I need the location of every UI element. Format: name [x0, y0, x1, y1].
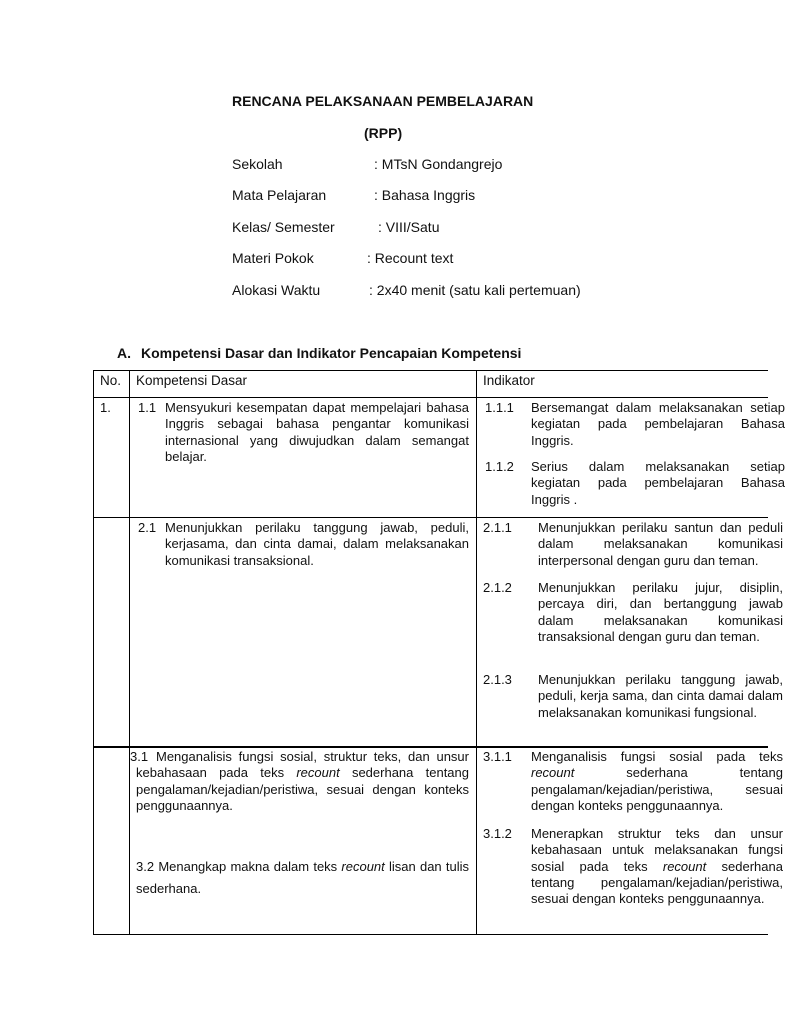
indicator-number: 1.1.2 — [485, 459, 514, 474]
table-column-divider — [129, 370, 130, 935]
document-title: RENCANA PELAKSANAAN PEMBELAJARAN — [232, 93, 534, 109]
document-subtitle: (RPP) — [364, 125, 403, 141]
info-label-mata-pelajaran: Mata Pelajaran — [232, 187, 327, 203]
kd-number: 2.1 — [138, 520, 157, 535]
info-label-alokasi-waktu: Alokasi Waktu — [232, 282, 321, 298]
indicator-item-2-1-2 — [483, 580, 783, 645]
info-value-mata-pelajaran: : Bahasa Inggris — [374, 187, 476, 203]
kd-text: Mensyukuri kesempatan dapat mempelajari bahasa Inggris sebagai bahasa pengantar komunikasi internasional yang diwujudkan dalam semangat belajar. — [165, 400, 469, 464]
kd-item-3-1 — [130, 749, 469, 814]
info-value-kelas-semester: : VIII/Satu — [378, 219, 440, 235]
kd-item-1-1 — [138, 400, 469, 465]
info-label-kelas-semester: Kelas/ Semester — [232, 219, 335, 235]
header-indikator: Indikator — [483, 373, 535, 388]
kd-number: 3.2 — [136, 859, 155, 874]
section-a-marker: A. — [117, 345, 131, 361]
header-no: No. — [100, 373, 122, 388]
indicator-text: Menunjukkan perilaku jujur, disiplin, percaya diri, dan bertanggung jawab dalam melaksanakan komunikasi transaksional dengan guru dan teman. — [538, 580, 783, 644]
indicator-number: 2.1.1 — [483, 520, 512, 535]
table-border-bottom — [93, 934, 768, 935]
indicator-text: Menunjukkan perilaku santun dan peduli dalam melaksanakan komunikasi interpersonal dengan guru dan teman. — [538, 520, 783, 568]
indicator-text: Bersemangat dalam melaksanakan setiap kegiatan pada pembelajaran Bahasa Inggris. — [531, 400, 785, 448]
header-kompetensi-dasar: Kompetensi Dasar — [136, 373, 248, 388]
row-number: 1. — [100, 400, 111, 415]
indicator-item-2-1-3 — [483, 672, 783, 721]
indicator-text: Serius dalam melaksanakan setiap kegiatan pada pembelajaran Bahasa Inggris . — [531, 459, 785, 507]
info-value-sekolah: : MTsN Gondangrejo — [374, 156, 503, 172]
indicator-item-3-1-2 — [483, 826, 783, 907]
table-border-top — [93, 370, 768, 371]
section-a-title: Kompetensi Dasar dan Indikator Pencapaian Kompetensi — [141, 345, 522, 361]
indicator-number: 3.1.2 — [483, 826, 512, 841]
kd-item-3-2 — [136, 856, 469, 900]
indicator-number: 3.1.1 — [483, 749, 512, 764]
indicator-item-1-1-2 — [485, 459, 785, 508]
indicator-text: Menganalisis fungsi sosial pada teks recount sederhana tentang pengalaman/kejadian/peristiwa, sesuai dengan konteks penggunaannya. — [531, 749, 783, 813]
indicator-number: 2.1.2 — [483, 580, 512, 595]
indicator-item-2-1-1 — [483, 520, 783, 569]
info-value-materi-pokok: : Recount text — [367, 250, 454, 266]
indicator-number: 2.1.3 — [483, 672, 512, 687]
kd-number: 3.1 — [130, 749, 149, 764]
info-value-alokasi-waktu: : 2x40 menit (satu kali pertemuan) — [369, 282, 581, 298]
info-label-sekolah: Sekolah — [232, 156, 283, 172]
indicator-text: Menerapkan struktur teks dan unsur kebahasaan untuk melaksanakan fungsi sosial pada teks recount sederhana tentang pengalaman/kejadian/peristiwa, sesuai dengan konteks penggunaannya. — [531, 826, 783, 907]
indicator-item-1-1-1 — [485, 400, 785, 449]
table-row-divider — [93, 517, 768, 518]
kd-text: Menganalisis fungsi sosial, struktur teks, dan unsur kebahasaan pada teks recount sederhana tentang pengalaman/kejadian/peristiwa, sesuai dengan konteks penggunaannya. — [136, 749, 469, 813]
kd-text: Menunjukkan perilaku tanggung jawab, peduli, kerjasama, dan cinta damai, dalam melaksanakan komunikasi transaksional. — [165, 520, 469, 568]
table-header-divider — [93, 397, 768, 398]
info-label-materi-pokok: Materi Pokok — [232, 250, 314, 266]
table-row-divider — [93, 746, 768, 748]
indicator-text: Menunjukkan perilaku tanggung jawab, peduli, kerja sama, dan cinta damai dalam melaksanakan komunikasi fungsional. — [538, 672, 783, 720]
indicator-item-3-1-1 — [483, 749, 783, 814]
kd-number: 1.1 — [138, 400, 157, 415]
kd-item-2-1 — [138, 520, 469, 569]
table-border-left — [93, 370, 94, 935]
indicator-number: 1.1.1 — [485, 400, 514, 415]
kd-text: 3.2 Menangkap makna dalam teks recount lisan dan tulis sederhana. — [136, 859, 469, 896]
table-column-divider — [476, 370, 477, 935]
